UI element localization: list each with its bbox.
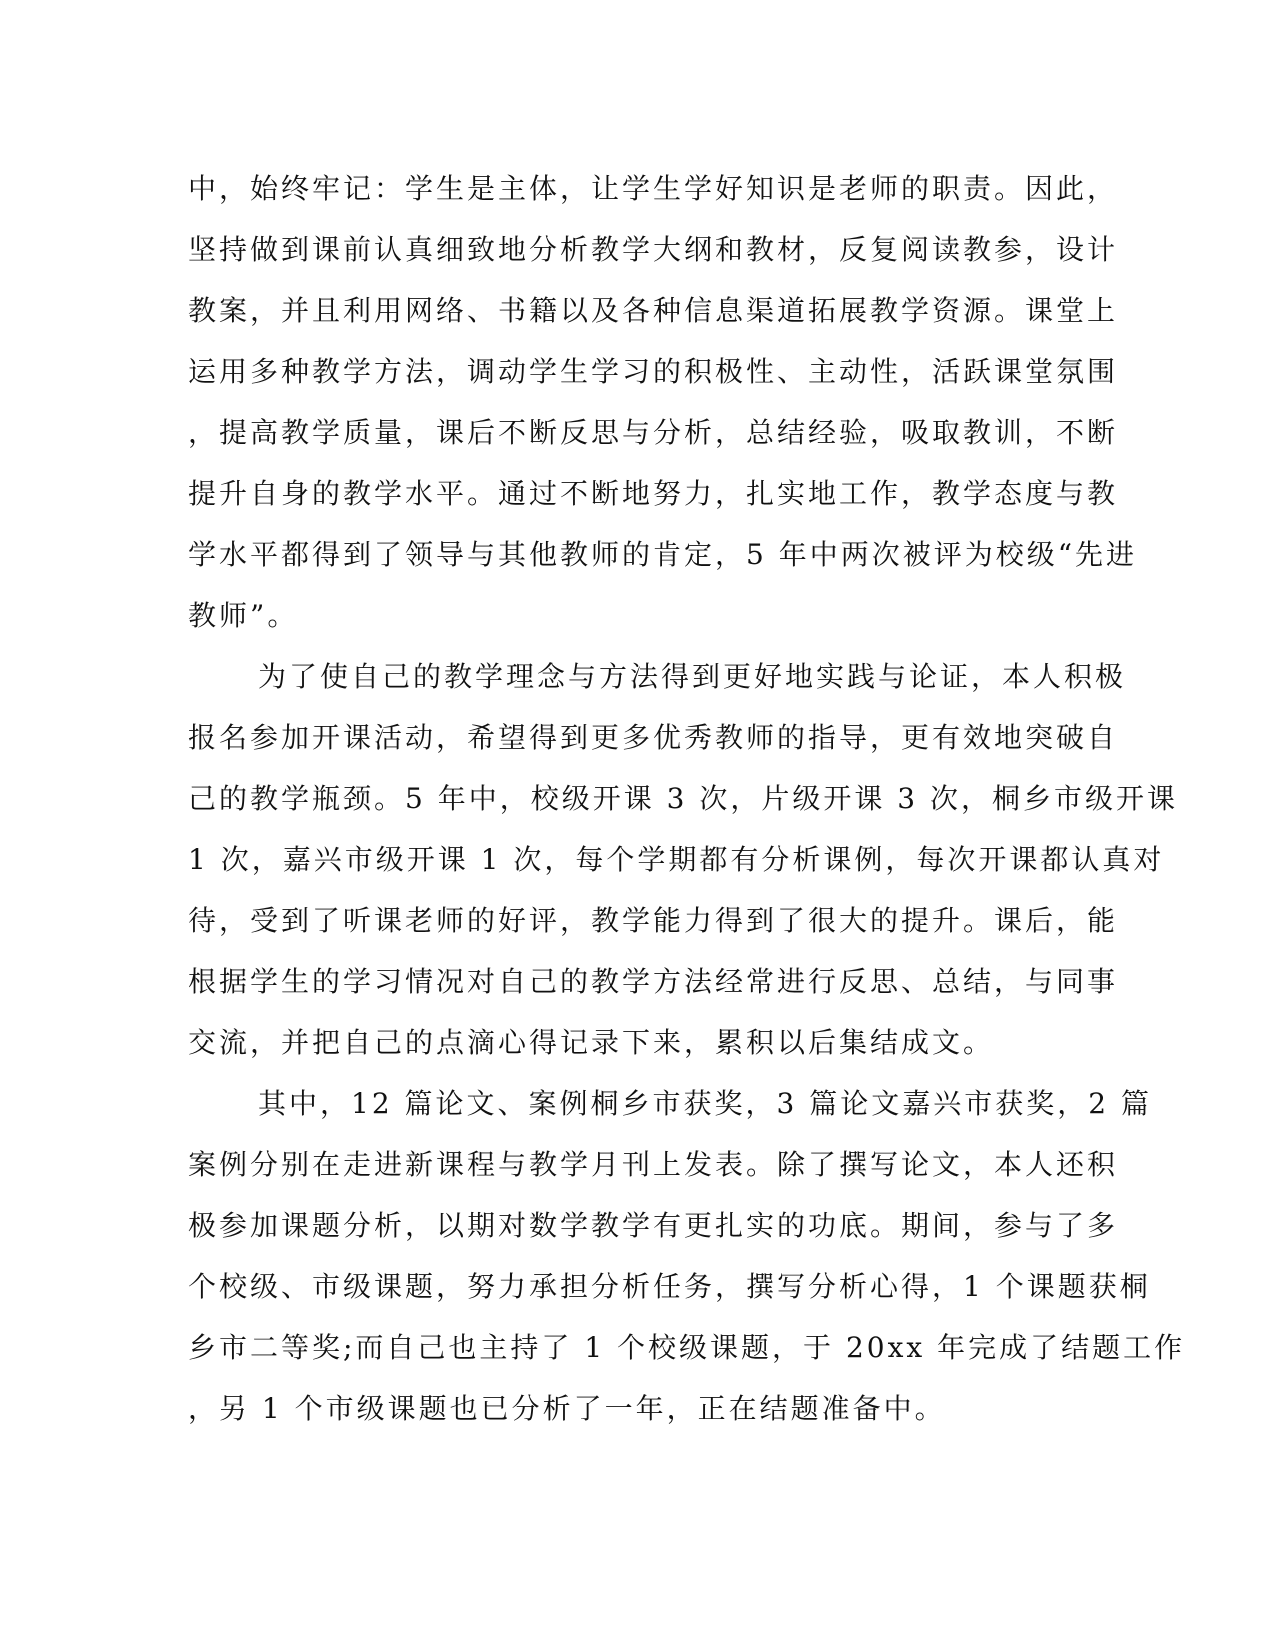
text-line: 己的教学瓶颈。5 年中，校级开课 3 次，片级开课 3 次，桐乡市级开课 — [188, 782, 1178, 815]
document-body — [188, 158, 1186, 1439]
text-line: 报名参加开课活动，希望得到更多优秀教师的指导，更有效地突破自 — [188, 721, 1119, 754]
text-line: 根据学生的学习情况对自己的教学方法经常进行反思、总结，与同事 — [188, 965, 1119, 998]
text-line: 提升自身的教学水平。通过不断地努力，扎实地工作，教学态度与教 — [188, 477, 1119, 510]
text-line: 乡市二等奖;而自己也主持了 1 个校级课题，于 20xx 年完成了结题工作 — [188, 1331, 1186, 1364]
text-line: 学水平都得到了领导与其他教师的肯定，5 年中两次被评为校级“先进 — [188, 538, 1138, 571]
text-line: 教师”。 — [188, 599, 299, 632]
paragraph-start-line: 为了使自己的教学理念与方法得到更好地实践与论证，本人积极 — [258, 660, 1127, 693]
text-line: 案例分别在走进新课程与教学月刊上发表。除了撰写论文，本人还积 — [188, 1148, 1119, 1181]
text-line: ，提高教学质量，课后不断反思与分析，总结经验，吸取教训，不断 — [188, 416, 1119, 449]
text-line: 坚持做到课前认真细致地分析教学大纲和教材，反复阅读教参，设计 — [188, 233, 1119, 266]
text-line: 1 次，嘉兴市级开课 1 次，每个学期都有分析课例，每次开课都认真对 — [188, 843, 1165, 876]
paragraph-start-line: 其中，12 篇论文、案例桐乡市获奖，3 篇论文嘉兴市获奖，2 篇 — [258, 1087, 1152, 1120]
text-line: 待，受到了听课老师的好评，教学能力得到了很大的提升。课后，能 — [188, 904, 1119, 937]
text-line: 运用多种教学方法，调动学生学习的积极性、主动性，活跃课堂氛围 — [188, 355, 1119, 388]
text-line: 交流，并把自己的点滴心得记录下来，累积以后集结成文。 — [188, 1026, 995, 1059]
text-line: 教案，并且利用网络、书籍以及各种信息渠道拓展教学资源。课堂上 — [188, 294, 1119, 327]
text-line: 中，始终牢记：学生是主体，让学生学好知识是老师的职责。因此， — [188, 172, 1119, 205]
text-line: ，另 1 个市级课题也已分析了一年，正在结题准备中。 — [188, 1392, 946, 1425]
text-line: 个校级、市级课题，努力承担分析任务，撰写分析心得，1 个课题获桐 — [188, 1270, 1151, 1303]
text-line: 极参加课题分析，以期对数学教学有更扎实的功底。期间，参与了多 — [188, 1209, 1119, 1242]
